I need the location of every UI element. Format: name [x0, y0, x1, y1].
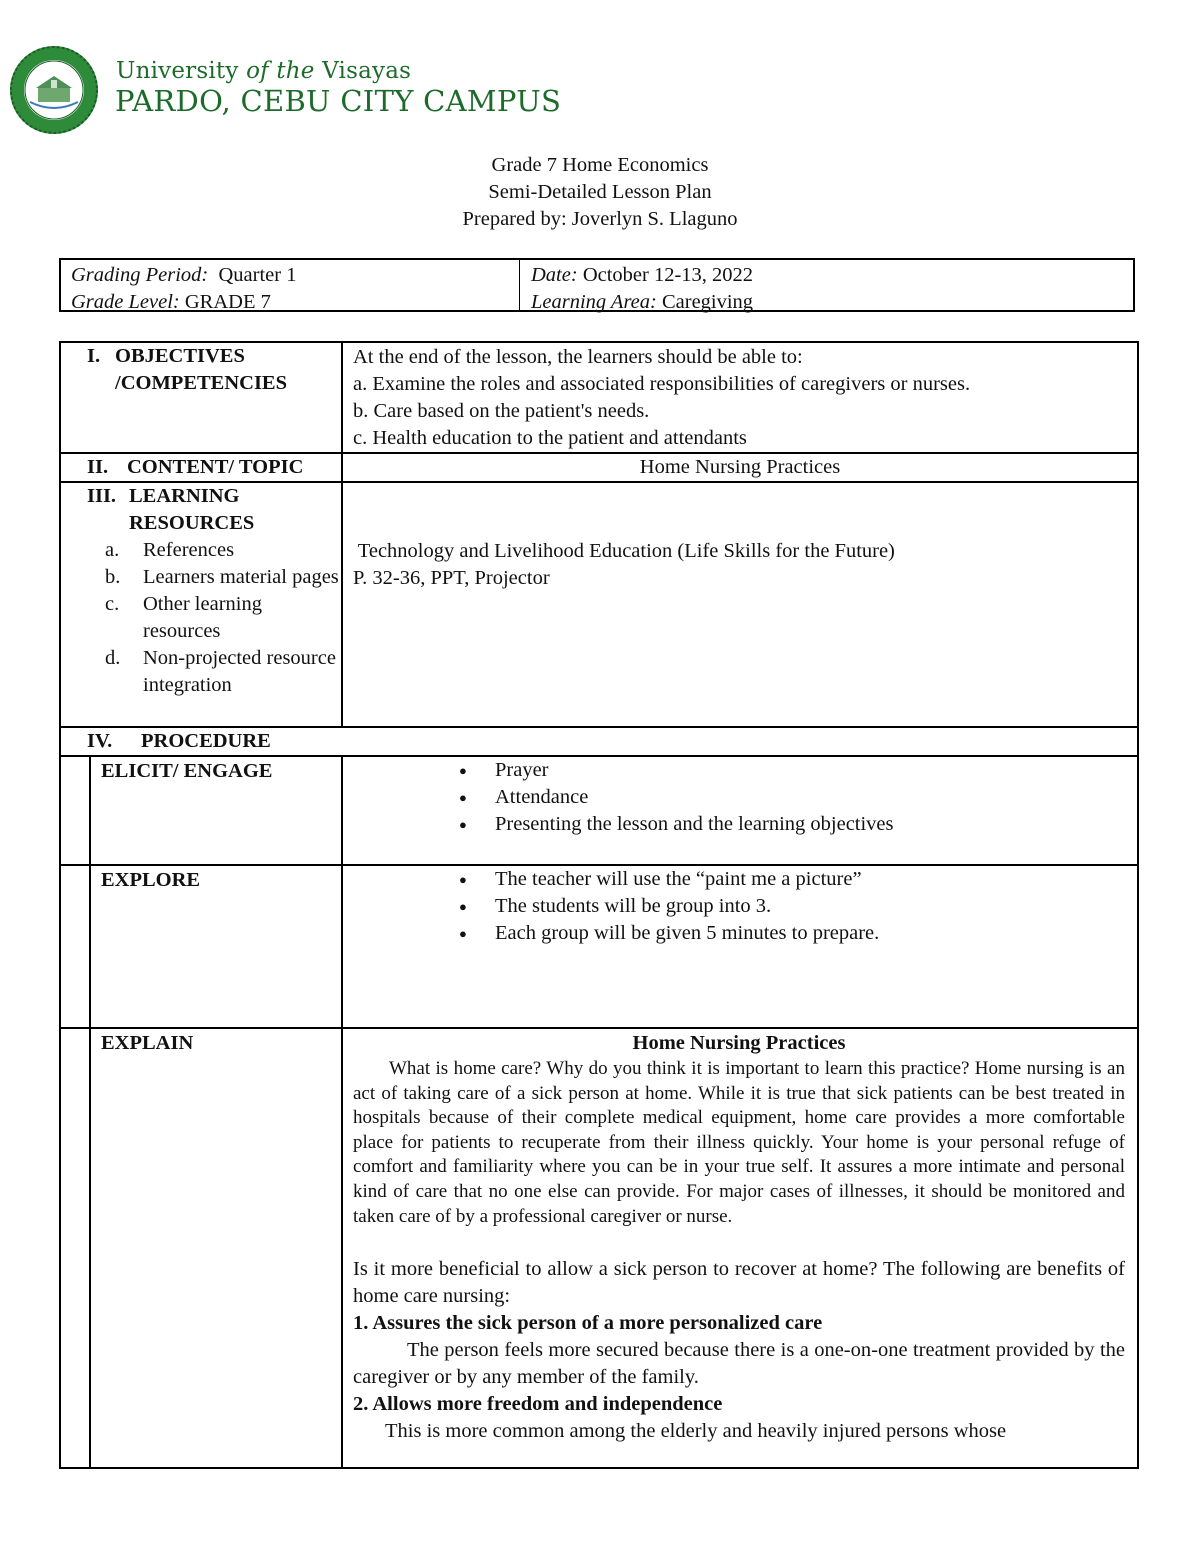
benefit-text: This is more common among the elderly and heavily injured persons whose [385, 1420, 1007, 1443]
learning-area-value: Caregiving [656, 291, 754, 313]
objectives-row [60, 342, 1138, 453]
university-name [116, 58, 411, 84]
elicit-label: ELICIT/ ENGAGE [101, 760, 273, 782]
explore-list [343, 866, 1137, 947]
list-item: ● The students will be group into 3. [459, 893, 1137, 920]
lesson-plan-table [59, 341, 1139, 1469]
date [531, 262, 753, 289]
info-box [59, 258, 1135, 312]
explain-label: EXPLAIN [101, 1032, 194, 1054]
objectives-content-cell [342, 342, 1138, 453]
university-header [8, 44, 568, 134]
grading-period-label: Grading Period: [71, 264, 209, 286]
grading-period [71, 262, 296, 289]
benefit-title: 1. Assures the sick person of a more personalized care [353, 1312, 823, 1335]
elicit-content-cell [342, 756, 1138, 865]
resources-label-2: RESOURCES [129, 512, 255, 534]
content-label: CONTENT/ TOPIC [127, 456, 304, 478]
elicit-row [60, 756, 1138, 865]
benefit-text: The person feels more secured because there is a one-on-one treatment provided by the caregiver or by any member of the family. [353, 1339, 1125, 1389]
resource-item: a. References [105, 539, 235, 561]
objectives-label-cell [60, 342, 342, 453]
explain-title: Home Nursing Practices [632, 1032, 846, 1054]
explain-paragraph: What is home care? Why do you think it is important to learn this practice? Home nursing is an act of taking care of a sick person at home. While it is true that sick patients can be best treated in hospitals because of their complete medical equipment, home care provides a more comfortable place for patients to recuperate from their illness quickly. Your home is your personal refuge of comfort and familiarity where you can be in your true self. It assures a more intimate and personal kind of care that no one else can provide. For major cases of illnesses, it should be monitored and taken care of by a professional caregiver or nurse. [353, 1058, 1125, 1227]
university-name-suffix: Visayas [314, 58, 412, 84]
title-line-2: Semi-Detailed Lesson Plan [488, 181, 712, 203]
content-num: II. [87, 456, 109, 478]
indent-cell [60, 756, 90, 865]
competencies-label: /COMPETENCIES [115, 372, 287, 394]
procedure-row [60, 727, 1138, 756]
resources-num: III. [87, 485, 117, 507]
elicit-label-cell [90, 756, 342, 865]
elicit-list [343, 757, 1137, 838]
grade-level-label: Grade Level: [71, 291, 180, 313]
campus-name: PARDO, CEBU CITY CAMPUS [115, 84, 562, 118]
grade-level [71, 289, 296, 316]
university-name-prefix: University [116, 58, 247, 84]
grading-period-value: Quarter 1 [208, 264, 297, 286]
list-item: ● Attendance [459, 784, 1137, 811]
info-divider [519, 260, 520, 310]
info-right [531, 262, 753, 316]
objectives-label: OBJECTIVES [115, 345, 245, 367]
content-topic: Home Nursing Practices [639, 456, 841, 478]
procedure-label-cell [60, 727, 1138, 756]
title-line-1: Grade 7 Home Economics [491, 154, 709, 176]
resource-item: c. Other learning resources [105, 593, 262, 642]
learning-area-label: Learning Area: [531, 291, 657, 313]
document-title [0, 152, 1200, 233]
objectives-intro: At the end of the lesson, the learners should be able to: [353, 346, 803, 368]
title-line-3: Prepared by: Joverlyn S. Llaguno [462, 208, 738, 230]
university-seal-logo [8, 44, 100, 136]
resources-materials: P. 32-36, PPT, Projector [353, 567, 550, 589]
content-value-cell [342, 453, 1138, 482]
date-label: Date: [531, 264, 578, 286]
objective-item: c. Health education to the patient and attendants [353, 427, 747, 449]
list-item: ● Each group will be given 5 minutes to prepare. [459, 920, 1137, 947]
list-item: ● Prayer [459, 757, 1137, 784]
explore-row [60, 865, 1138, 1028]
content-label-cell [60, 453, 342, 482]
resources-label-cell [60, 482, 342, 727]
explore-label-cell [90, 865, 342, 1028]
resources-row [60, 482, 1138, 727]
indent-cell [60, 865, 90, 1028]
objective-item: a. Examine the roles and associated responsibilities of caregivers or nurses. [353, 373, 971, 395]
date-value: October 12-13, 2022 [577, 264, 754, 286]
explore-content-cell [342, 865, 1138, 1028]
procedure-label: PROCEDURE [141, 730, 271, 752]
procedure-num: IV. [87, 730, 113, 752]
objectives-num: I. [87, 345, 101, 367]
objective-item: b. Care based on the patient's needs. [353, 400, 650, 422]
explain-content-cell [342, 1028, 1138, 1468]
resource-item: d. Non-projected resource integration [105, 647, 336, 696]
info-left [71, 262, 296, 316]
resources-reference: Technology and Livelihood Education (Life Skills for the Future) [353, 540, 895, 562]
resource-item: b. Learners material pages [105, 566, 339, 588]
explain-row [60, 1028, 1138, 1468]
learning-area [531, 289, 753, 316]
university-name-of: of the [246, 58, 315, 84]
list-item: ● The teacher will use the “paint me a picture” [459, 866, 1137, 893]
explore-label: EXPLORE [101, 869, 201, 891]
explain-label-cell [90, 1028, 342, 1468]
resources-label: LEARNING [129, 485, 240, 507]
explain-paragraph: Is it more beneficial to allow a sick person to recover at home? The following are benefits of home care nursing: [353, 1258, 1125, 1308]
grade-level-value: GRADE 7 [179, 291, 271, 313]
list-item: ● Presenting the lesson and the learning objectives [459, 811, 1137, 838]
benefit-title: 2. Allows more freedom and independence [353, 1393, 723, 1416]
content-row [60, 453, 1138, 482]
resources-value-cell [342, 482, 1138, 727]
resources-list [61, 537, 341, 699]
indent-cell [60, 1028, 90, 1468]
